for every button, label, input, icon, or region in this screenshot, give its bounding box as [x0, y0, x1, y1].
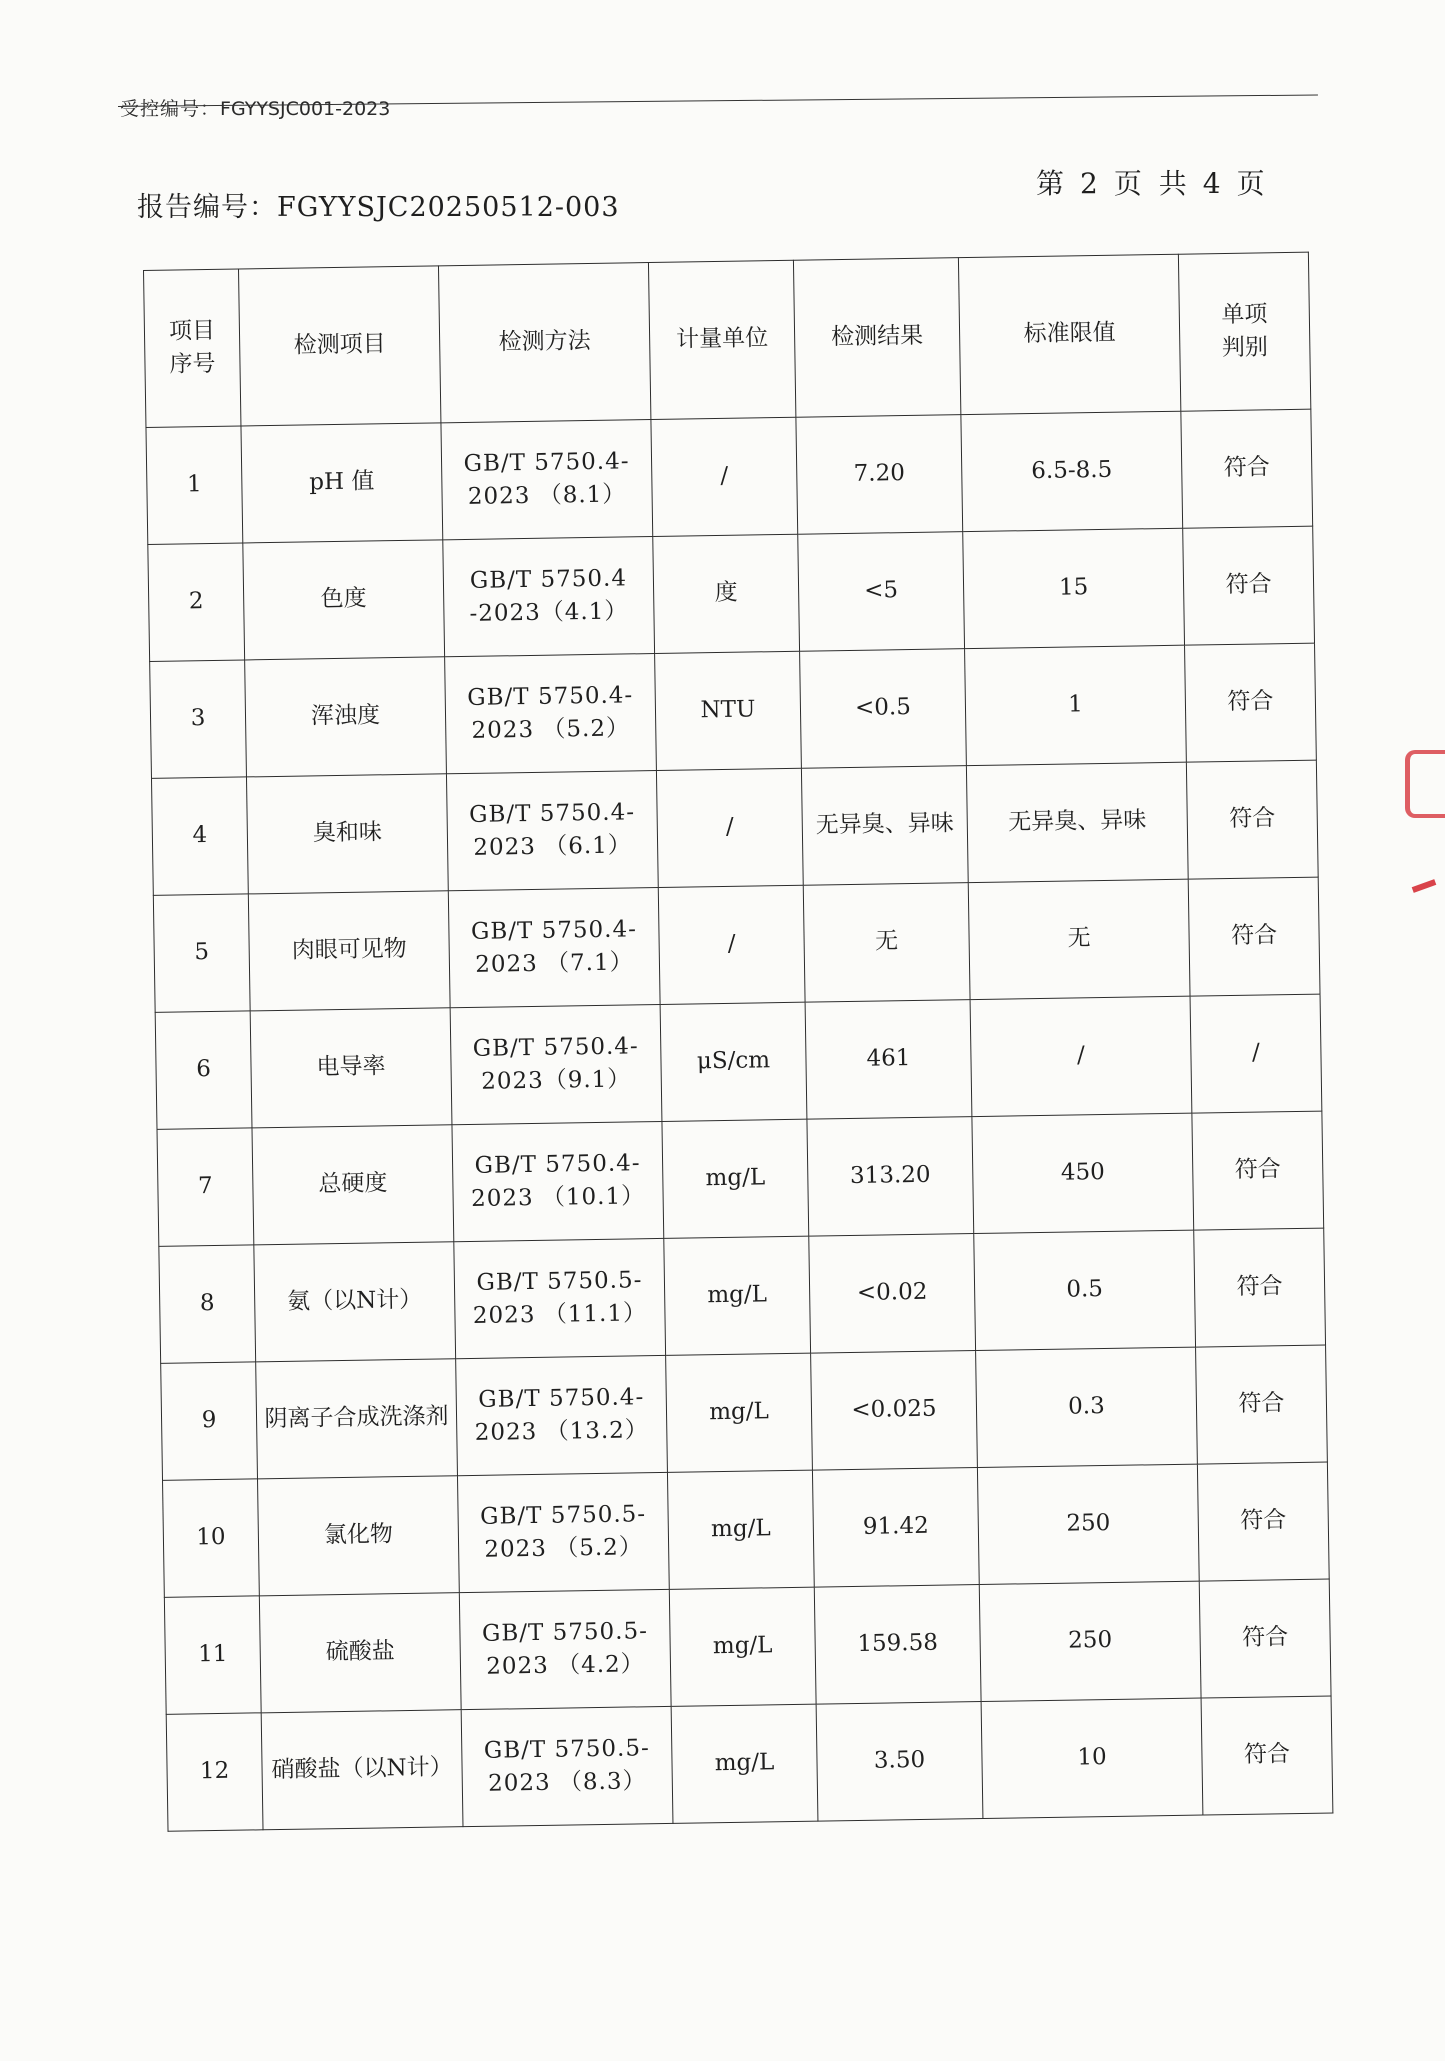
judgement: 符合 — [1192, 1111, 1324, 1230]
header-unit: 计量单位 — [648, 260, 795, 419]
results-table — [143, 252, 1333, 1832]
row-number: 10 — [163, 1479, 260, 1597]
table-row — [151, 760, 1318, 895]
test-method — [454, 1238, 666, 1358]
row-number: 1 — [146, 426, 243, 544]
standard-limit: 450 — [972, 1113, 1194, 1233]
test-item: 硝酸盐（以N计） — [261, 1710, 463, 1830]
report-number-value: FGYYSJC20250512-003 — [277, 192, 620, 223]
unit: mg/L — [662, 1119, 809, 1238]
table-row — [163, 1462, 1330, 1597]
row-number: 4 — [151, 777, 248, 895]
unit: mg/L — [664, 1236, 811, 1355]
header-method: 检测方法 — [438, 263, 650, 423]
judgement: 符合 — [1188, 877, 1320, 996]
standard-limit: 250 — [979, 1581, 1201, 1701]
test-method-line2: 2023 （4.2） — [486, 1651, 645, 1680]
test-method — [441, 420, 653, 540]
results-table-wrapper — [143, 252, 1332, 1832]
row-number: 2 — [148, 543, 245, 661]
test-item: 臭和味 — [246, 774, 448, 894]
test-method-line1: GB/T 5750.4- — [468, 798, 636, 828]
unit: μS/cm — [660, 1002, 807, 1121]
control-number — [120, 94, 390, 121]
table-row — [153, 877, 1320, 1012]
judgement: / — [1190, 994, 1322, 1113]
unit: mg/L — [666, 1353, 813, 1472]
report-number-label: 报告编号： — [137, 192, 277, 223]
test-method — [456, 1355, 668, 1475]
unit: NTU — [655, 651, 802, 770]
page-mid: 页 共 — [1113, 167, 1191, 200]
test-method — [461, 1706, 673, 1826]
header-result: 检测结果 — [793, 258, 960, 418]
test-item: 肉眼可见物 — [248, 891, 450, 1011]
standard-limit: 6.5-8.5 — [961, 411, 1183, 531]
unit: 度 — [653, 534, 800, 653]
page-suffix: 页 — [1236, 167, 1269, 200]
row-number: 11 — [164, 1596, 261, 1714]
test-method-line1: GB/T 5750.4- — [463, 448, 630, 477]
test-item: 阴离子合成洗涤剂 — [256, 1359, 458, 1479]
table-row — [157, 1111, 1324, 1246]
unit: mg/L — [667, 1470, 814, 1589]
table-row — [148, 526, 1315, 661]
table-row — [166, 1696, 1333, 1831]
test-item: 硫酸盐 — [259, 1593, 461, 1713]
test-method — [450, 1004, 662, 1124]
unit: mg/L — [669, 1587, 816, 1706]
test-item: 电导率 — [250, 1008, 452, 1128]
row-number: 5 — [153, 894, 250, 1012]
header-seq-line1: 项目 — [168, 317, 216, 345]
unit: mg/L — [671, 1704, 818, 1823]
test-result: 91.42 — [812, 1468, 979, 1588]
test-method-line1: GB/T 5750.4- — [472, 1032, 639, 1062]
test-item: 总硬度 — [252, 1125, 454, 1245]
judgement: 符合 — [1183, 526, 1315, 645]
test-method — [457, 1472, 669, 1592]
test-method-line1: GB/T 5750.5- — [483, 1734, 650, 1764]
table-row — [164, 1579, 1331, 1714]
seal-border — [1405, 750, 1445, 818]
standard-limit: 无异臭、异味 — [966, 762, 1188, 882]
table-row — [146, 409, 1313, 544]
row-number: 6 — [155, 1011, 252, 1129]
header-seq — [144, 269, 241, 427]
judgement: 符合 — [1181, 409, 1313, 528]
test-method-line1: GB/T 5750.5- — [481, 1617, 649, 1647]
official-seal-fragment — [1400, 735, 1445, 1035]
test-result: 313.20 — [807, 1117, 974, 1237]
page-total: 4 — [1202, 167, 1225, 200]
report-number — [137, 185, 620, 224]
table-row — [161, 1345, 1328, 1480]
row-number: 12 — [166, 1713, 263, 1831]
judgement: 符合 — [1194, 1228, 1326, 1347]
test-method — [446, 770, 658, 890]
test-item: 浑浊度 — [245, 657, 447, 777]
standard-limit: 0.5 — [974, 1230, 1196, 1350]
table-row — [159, 1228, 1326, 1363]
test-method-line2: 2023 （10.1） — [470, 1183, 646, 1212]
test-result: 无 — [803, 883, 970, 1003]
judgement: 符合 — [1197, 1462, 1329, 1581]
test-method-line2: 2023 （6.1） — [473, 832, 633, 861]
test-result: <5 — [798, 532, 965, 652]
test-result: <0.02 — [809, 1234, 976, 1354]
header-judge-line1: 单项 — [1221, 301, 1268, 328]
standard-limit: 1 — [965, 645, 1187, 765]
test-method-line1: GB/T 5750.5- — [476, 1266, 643, 1296]
test-method-line2: 2023 （13.2） — [474, 1417, 650, 1446]
test-method-line2: 2023（9.1） — [481, 1066, 632, 1095]
test-method-line2: 2023 （11.1） — [472, 1300, 648, 1329]
row-number: 3 — [150, 660, 247, 778]
test-item: 氯化物 — [258, 1476, 460, 1596]
test-method-line1: GB/T 5750.4- — [478, 1383, 645, 1413]
unit: / — [656, 768, 803, 887]
judgement: 符合 — [1201, 1696, 1333, 1815]
judgement: 符合 — [1186, 760, 1318, 879]
row-number: 7 — [157, 1128, 254, 1246]
page-indicator — [1030, 162, 1275, 202]
table-row — [150, 643, 1317, 778]
test-result: 159.58 — [814, 1585, 981, 1705]
standard-limit: 0.3 — [976, 1347, 1198, 1467]
test-result: 461 — [805, 1000, 972, 1120]
test-method-line2: 2023 （5.2） — [484, 1534, 644, 1563]
test-method-line2: 2023 （7.1） — [475, 949, 634, 978]
test-item: 色度 — [243, 540, 445, 660]
standard-limit: 无 — [968, 879, 1190, 999]
table-body — [146, 409, 1333, 1831]
test-method-line2: 2023 （8.3） — [487, 1768, 647, 1797]
test-method — [448, 887, 660, 1007]
test-result: <0.025 — [811, 1351, 978, 1471]
test-method — [459, 1589, 671, 1709]
test-method-line1: GB/T 5750.4- — [467, 682, 634, 711]
test-method-line1: GB/T 5750.5- — [479, 1500, 647, 1530]
test-method — [445, 654, 657, 774]
header-item: 检测项目 — [238, 266, 440, 426]
page-current: 2 — [1080, 167, 1102, 200]
test-result: <0.5 — [800, 649, 967, 769]
row-number: 9 — [161, 1362, 258, 1480]
test-method-line1: GB/T 5750.4- — [474, 1149, 641, 1179]
test-item: pH 值 — [241, 423, 443, 543]
header-judge-line2: 判别 — [1221, 334, 1269, 362]
test-method-line1: GB/T 5750.4- — [470, 915, 638, 945]
test-method-line2: 2023 （5.2） — [471, 715, 631, 744]
standard-limit: 15 — [963, 528, 1185, 648]
header-judge — [1178, 252, 1310, 411]
test-method — [452, 1121, 664, 1241]
header-limit: 标准限值 — [958, 254, 1180, 414]
header-seq-line2: 序号 — [169, 350, 216, 378]
judgement: 符合 — [1185, 643, 1317, 762]
control-number-value: FGYYSJC001-2023 — [220, 98, 391, 120]
row-number: 8 — [159, 1245, 256, 1363]
table-row — [155, 994, 1322, 1129]
page-prefix: 第 — [1036, 167, 1069, 200]
judgement: 符合 — [1196, 1345, 1328, 1464]
standard-limit: / — [970, 996, 1192, 1116]
unit: / — [658, 885, 805, 1004]
control-number-label: 受控编号： — [120, 98, 221, 120]
test-result: 7.20 — [796, 415, 963, 535]
unit: / — [651, 417, 798, 536]
judgement: 符合 — [1199, 1579, 1331, 1698]
test-method-line1: GB/T 5750.4 — [469, 565, 628, 594]
test-method-line2: -2023（4.1） — [469, 598, 629, 627]
seal-mark — [1412, 879, 1437, 893]
test-result: 3.50 — [816, 1702, 983, 1822]
test-result: 无异臭、异味 — [801, 766, 968, 886]
test-method — [443, 537, 655, 657]
table-header-row — [144, 252, 1311, 427]
standard-limit: 250 — [977, 1464, 1199, 1584]
test-method-line2: 2023 （8.1） — [467, 481, 627, 510]
standard-limit: 10 — [981, 1698, 1203, 1818]
test-item: 氨（以N计） — [254, 1242, 456, 1362]
